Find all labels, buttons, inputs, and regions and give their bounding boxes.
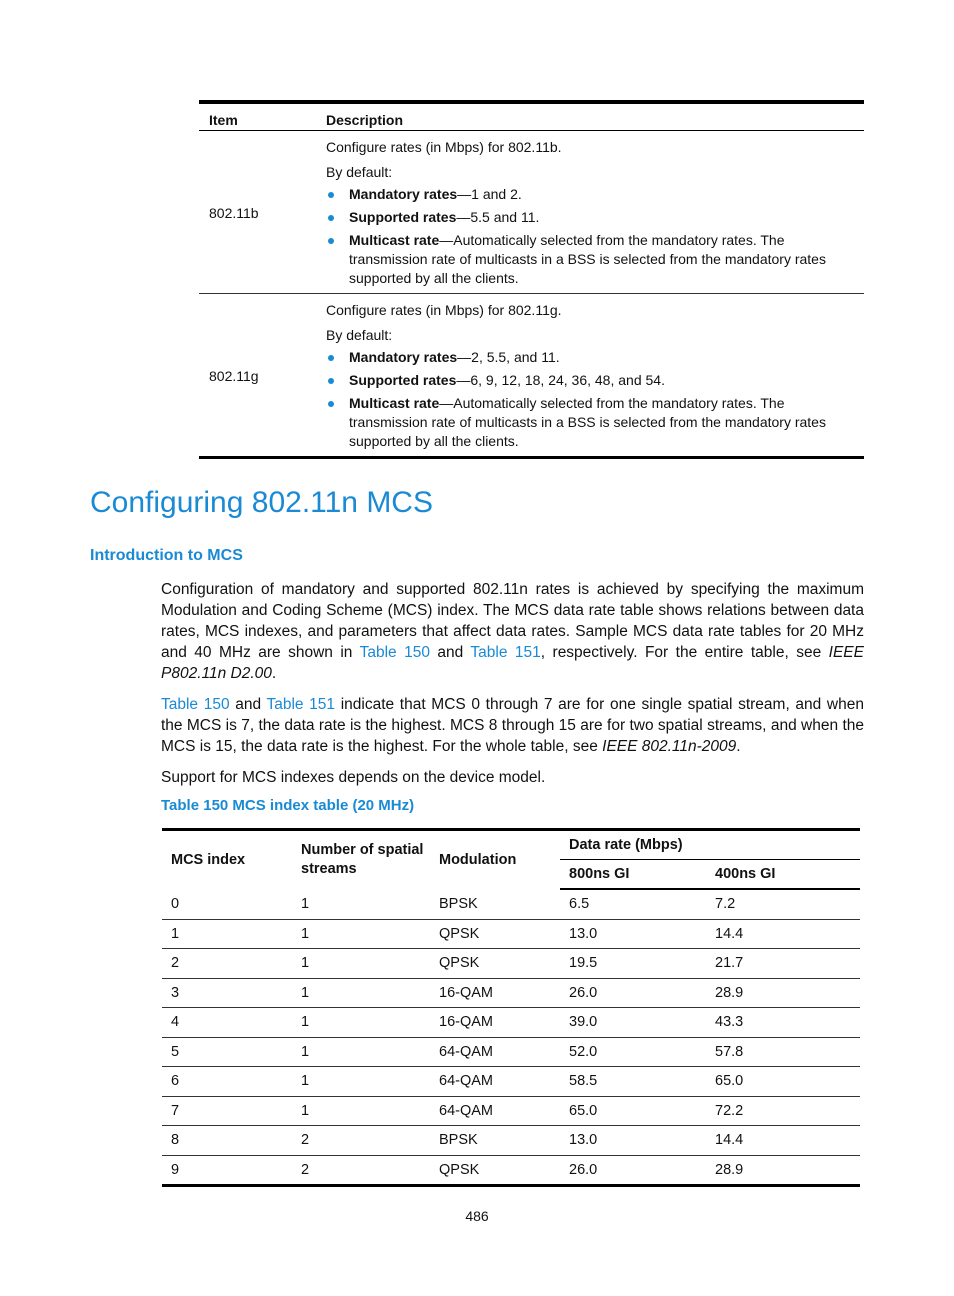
cell-spatial-streams: 1 [292, 1037, 430, 1067]
cell-spatial-streams: 1 [292, 1008, 430, 1038]
cell-400ns-gi: 14.4 [706, 1126, 860, 1156]
cell-800ns-gi: 13.0 [560, 1126, 706, 1156]
cell-modulation: 64-QAM [430, 1037, 560, 1067]
text-run: Configuration of mandatory and supported 802.11n rates is achieved by specifying the maximum Modulation and Coding Scheme (MCS) index. The MCS data rate table shows relations between data rates, MCS indexes, and parameters that affect data rates. Sample MCS data rate tables for 20 MHz and 40 MHz are shown in [161, 581, 864, 661]
bullet-term: Supported rates [349, 209, 457, 225]
list-item [326, 394, 864, 451]
bullet-icon [328, 378, 334, 384]
cell-800ns-gi: 26.0 [560, 978, 706, 1008]
cell-mcs-index: 4 [162, 1008, 292, 1038]
list-item [326, 348, 864, 367]
header-spatial-streams: Number of spatial streams [292, 830, 430, 890]
table-row [199, 293, 864, 456]
reference-standard: IEEE 802.11n-2009 [602, 738, 737, 755]
text-run: . [736, 738, 741, 755]
cell-400ns-gi: 43.3 [706, 1008, 860, 1038]
text-run: indicate that MCS 0 through 7 are for one single spatial stream, and when the MCS is 7, the data rate is the highest. MCS 8 through 15 are for two spatial streams, and when the MCS is 15, the data rate is the highest. For the whole table, see [161, 696, 864, 755]
cell-modulation: BPSK [430, 1126, 560, 1156]
cell-800ns-gi: 13.0 [560, 919, 706, 949]
cell-800ns-gi: 58.5 [560, 1067, 706, 1097]
header-400ns-gi: 400ns GI [706, 860, 860, 890]
cell-mcs-index: 5 [162, 1037, 292, 1067]
bullet-term: Mandatory rates [349, 349, 458, 365]
cell-spatial-streams: 1 [292, 1067, 430, 1097]
cell-spatial-streams: 1 [292, 889, 430, 919]
list-item [326, 208, 864, 227]
cell-spatial-streams: 1 [292, 949, 430, 979]
bullet-icon [328, 192, 334, 198]
paragraph-streams [161, 694, 864, 757]
paragraph-intro [161, 579, 864, 684]
table-row [162, 889, 860, 919]
reference-standard: IEEE P802.11n D2.00 [161, 644, 864, 682]
table-row [162, 1096, 860, 1126]
bullet-icon [328, 215, 334, 221]
cell-spatial-streams: 2 [292, 1155, 430, 1186]
cell-spatial-streams: 1 [292, 919, 430, 949]
cell-modulation: QPSK [430, 919, 560, 949]
bullet-icon [328, 401, 334, 407]
list-item [326, 371, 864, 390]
list-item [326, 185, 864, 204]
cell-400ns-gi: 21.7 [706, 949, 860, 979]
cell-mcs-index: 6 [162, 1067, 292, 1097]
row-default-label: By default: [326, 327, 393, 343]
table-151-link[interactable]: Table 151 [470, 644, 541, 661]
cell-spatial-streams: 2 [292, 1126, 430, 1156]
header-item: Item [209, 112, 238, 128]
row-description [326, 131, 864, 296]
cell-800ns-gi: 6.5 [560, 889, 706, 919]
table-row [162, 1067, 860, 1097]
text-run: , respectively. For the entire table, see [540, 644, 829, 661]
cell-modulation: BPSK [430, 889, 560, 919]
bullet-icon [328, 238, 334, 244]
cell-modulation: 16-QAM [430, 1008, 560, 1038]
row-item: 802.11b [209, 205, 259, 221]
cell-spatial-streams: 1 [292, 978, 430, 1008]
cell-400ns-gi: 28.9 [706, 978, 860, 1008]
rate-config-table [199, 100, 864, 459]
table-header [199, 104, 864, 131]
table-150-link[interactable]: Table 150 [359, 644, 430, 661]
bullet-list [326, 348, 864, 451]
cell-mcs-index: 7 [162, 1096, 292, 1126]
header-data-rate: Data rate (Mbps) [560, 830, 860, 860]
bullet-icon [328, 355, 334, 361]
table-caption: Table 150 MCS index table (20 MHz) [161, 797, 415, 814]
row-description [326, 294, 864, 459]
table-row [199, 131, 864, 293]
cell-mcs-index: 9 [162, 1155, 292, 1186]
header-mcs-index: MCS index [162, 830, 292, 890]
cell-400ns-gi: 57.8 [706, 1037, 860, 1067]
bullet-term: Mandatory rates [349, 186, 458, 202]
bullet-text: —5.5 and 11. [456, 209, 540, 225]
row-intro: Configure rates (in Mbps) for 802.11g. [326, 302, 562, 318]
cell-modulation: 64-QAM [430, 1096, 560, 1126]
table-row [162, 978, 860, 1008]
bullet-text: —Automatically selected from the mandatory rates. The transmission rate of multicasts in a BSS is selected from the mandatory rates supported by all the clients. [349, 232, 826, 286]
cell-400ns-gi: 28.9 [706, 1155, 860, 1186]
text-run: and [429, 644, 471, 661]
cell-800ns-gi: 65.0 [560, 1096, 706, 1126]
table-151-link[interactable]: Table 151 [266, 696, 336, 713]
cell-spatial-streams: 1 [292, 1096, 430, 1126]
header-description: Description [326, 112, 404, 128]
table-row [162, 949, 860, 979]
row-default-label: By default: [326, 164, 393, 180]
bullet-text: —1 and 2. [457, 186, 522, 202]
cell-400ns-gi: 14.4 [706, 919, 860, 949]
cell-modulation: 16-QAM [430, 978, 560, 1008]
bullet-term: Multicast rate [349, 232, 440, 248]
table-header-row [162, 830, 860, 860]
table-150-link[interactable]: Table 150 [161, 696, 230, 713]
cell-modulation: QPSK [430, 1155, 560, 1186]
cell-mcs-index: 1 [162, 919, 292, 949]
paragraph-support: Support for MCS indexes depends on the device model. [161, 769, 546, 786]
cell-mcs-index: 2 [162, 949, 292, 979]
table-row [162, 1037, 860, 1067]
table-body [162, 889, 860, 1186]
table-row [162, 1008, 860, 1038]
bullet-term: Multicast rate [349, 395, 440, 411]
text-run: . [271, 665, 277, 682]
subsection-title: Introduction to MCS [90, 547, 243, 564]
header-modulation: Modulation [430, 830, 560, 890]
bullet-text: —2, 5.5, and 11. [457, 349, 560, 365]
cell-800ns-gi: 39.0 [560, 1008, 706, 1038]
row-item: 802.11g [209, 368, 259, 384]
cell-mcs-index: 8 [162, 1126, 292, 1156]
bullet-text: —6, 9, 12, 18, 24, 36, 48, and 54. [456, 372, 665, 388]
cell-mcs-index: 3 [162, 978, 292, 1008]
page-number: 486 [465, 1208, 489, 1224]
cell-800ns-gi: 26.0 [560, 1155, 706, 1186]
bullet-text: —Automatically selected from the mandatory rates. The transmission rate of multicasts in a BSS is selected from the mandatory rates supported by all the clients. [349, 395, 826, 449]
cell-400ns-gi: 72.2 [706, 1096, 860, 1126]
cell-modulation: QPSK [430, 949, 560, 979]
text-run: and [229, 696, 267, 713]
bullet-term: Supported rates [349, 372, 457, 388]
cell-400ns-gi: 7.2 [706, 889, 860, 919]
cell-modulation: 64-QAM [430, 1067, 560, 1097]
cell-mcs-index: 0 [162, 889, 292, 919]
section-title: Configuring 802.11n MCS [90, 486, 433, 519]
table-row [162, 1155, 860, 1186]
bullet-list [326, 185, 864, 288]
cell-800ns-gi: 52.0 [560, 1037, 706, 1067]
cell-800ns-gi: 19.5 [560, 949, 706, 979]
cell-400ns-gi: 65.0 [706, 1067, 860, 1097]
table-row [162, 1126, 860, 1156]
table-row [162, 919, 860, 949]
list-item [326, 231, 864, 288]
mcs-index-table [162, 828, 860, 1187]
header-800ns-gi: 800ns GI [560, 860, 706, 890]
row-intro: Configure rates (in Mbps) for 802.11b. [326, 139, 562, 155]
